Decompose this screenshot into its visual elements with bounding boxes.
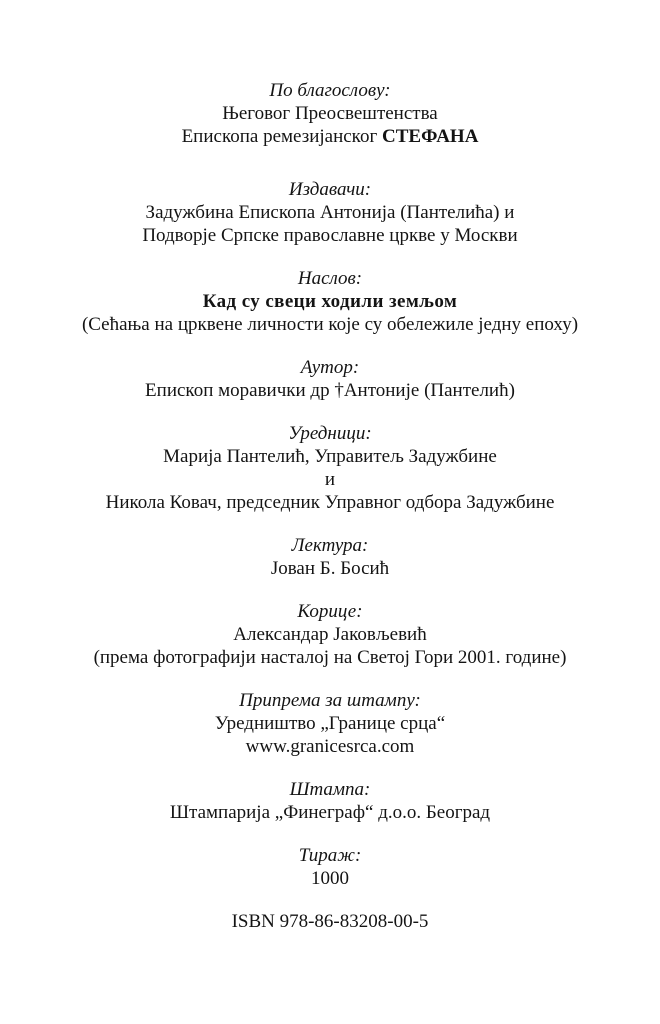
blessing-bishop-prefix: Епископа ремезијанског — [181, 126, 382, 147]
prepress-section — [20, 689, 640, 758]
editors-label: Уредници: — [288, 423, 372, 444]
prepress-website: www.granicesrca.com — [245, 736, 415, 757]
circulation-label: Тираж: — [298, 845, 362, 866]
publishers-label: Издавачи: — [288, 179, 372, 200]
blessing-line: Његовог Преосвештенства — [222, 103, 438, 124]
author-label: Аутор: — [300, 357, 360, 378]
editors-section — [20, 422, 640, 514]
author-section — [20, 356, 640, 402]
book-subtitle: (Сећања на црквене личности које су обележиле једну епоху) — [81, 314, 579, 335]
print-section — [20, 778, 640, 824]
isbn-number: ISBN 978-86-83208-00-5 — [231, 911, 429, 932]
editors-conjunction: и — [324, 469, 336, 490]
title-label: Наслов: — [297, 268, 363, 289]
prepress-label: Припрема за штампу: — [239, 690, 421, 711]
proofreading-section — [20, 534, 640, 580]
cover-designer-name: Александар Јаковљевић — [233, 624, 427, 645]
editor-line: Марија Пантелић, Управитељ Задужбине — [163, 446, 497, 467]
book-title: Кад су свеци ходили земљом — [202, 291, 458, 312]
circulation-section — [20, 844, 640, 890]
blessing-label: По благослову: — [269, 80, 391, 101]
blessing-bishop-name: СТЕФАНА — [382, 126, 479, 147]
cover-label: Корице: — [297, 601, 363, 622]
isbn-section — [20, 910, 640, 933]
proofreading-label: Лектура: — [291, 535, 369, 556]
publisher-line: Подворје Српске православне цркве у Москви — [142, 225, 518, 246]
blessing-line — [20, 125, 640, 148]
publisher-line: Задужбина Епископа Антонија (Пантелића) и — [145, 202, 515, 223]
blessing-section — [20, 79, 640, 148]
cover-note: (према фотографији насталој на Светој Гори 2001. године) — [93, 647, 567, 668]
proofreader-name: Јован Б. Босић — [270, 558, 390, 579]
author-name: Епископ моравички др †Антоније (Пантелић) — [145, 380, 515, 401]
print-label: Штампа: — [289, 779, 371, 800]
circulation-count: 1000 — [311, 868, 349, 889]
publishers-section — [20, 178, 640, 247]
editor-line: Никола Ковач, председник Управног одбора Задужбине — [105, 492, 555, 513]
title-section — [20, 267, 640, 336]
prepress-name: Уредништво „Границе срца“ — [214, 713, 446, 734]
cover-section — [20, 600, 640, 669]
printer-name: Штампарија „Финеграф“ д.о.о. Београд — [169, 802, 491, 823]
